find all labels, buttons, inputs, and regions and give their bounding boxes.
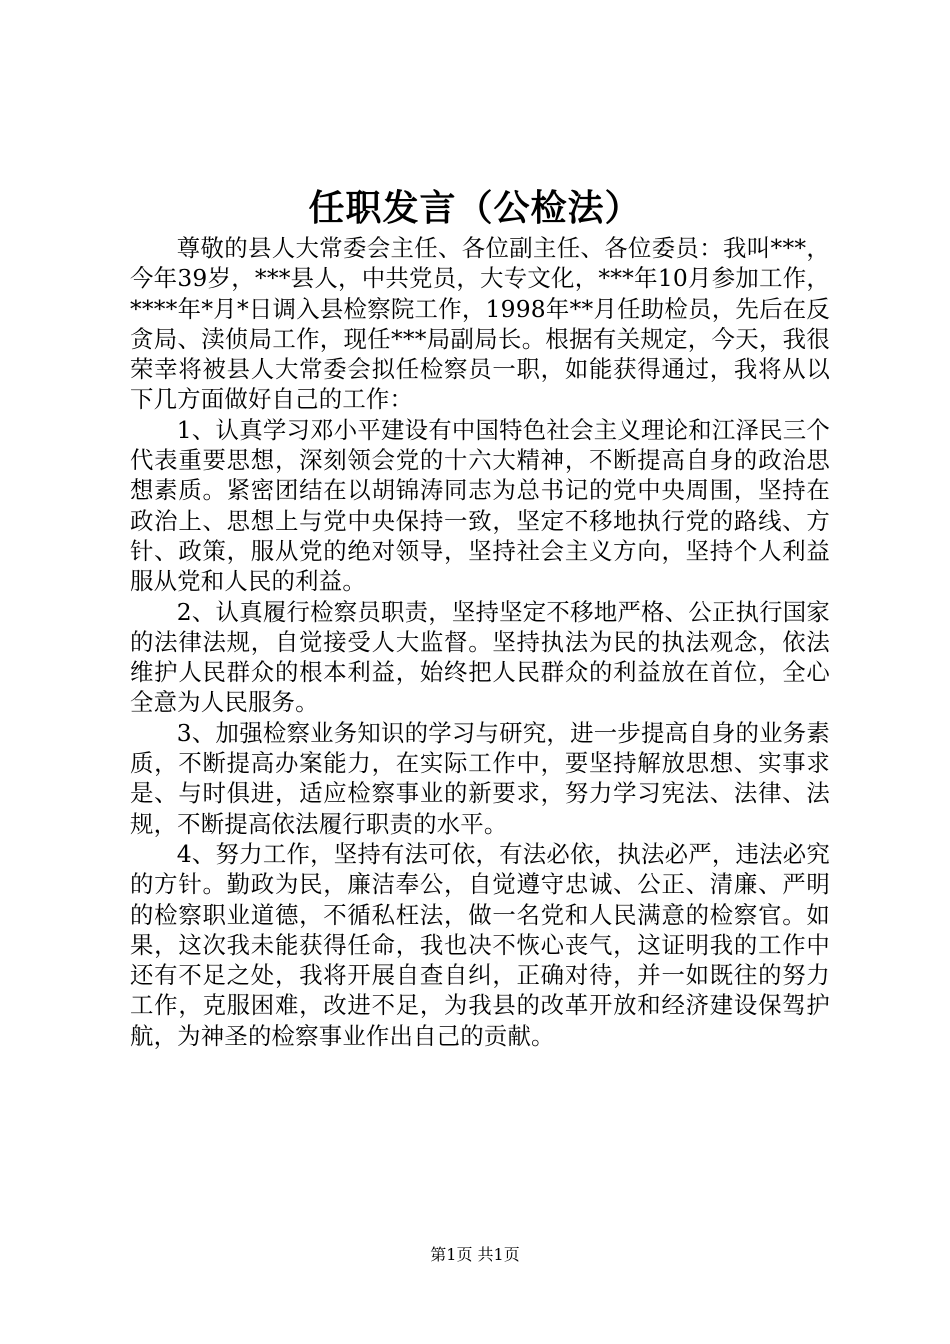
- page-footer: 第1页 共1页: [430, 1245, 520, 1264]
- paragraph-point-1: 1、认真学习邓小平建设有中国特色社会主义理论和江泽民三个代表重要思想，深刻领会党的十六大精神，不断提高自身的政治思想素质。紧密团结在以胡锦涛同志为总书记的党中央周围，坚持在政治上、思想上与党中央保持一致，坚定不移地执行党的路线、方针、政策，服从党的绝对领导，坚持社会主义方向，坚持个人利益服从党和人民的利益。: [130, 415, 830, 596]
- paragraph-point-4: 4、努力工作，坚持有法可依，有法必依，执法必严，违法必究的方针。勤政为民，廉洁奉公，自觉遵守忠诚、公正、清廉、严明的检察职业道德，不循私枉法，做一名党和人民满意的检察官。如果，这次我未能获得任命，我也决不恢心丧气，这证明我的工作中还有不足之处，我将开展自查自纠，正确对待，并一如既往的努力工作，克服困难，改进不足，为我县的改革开放和经济建设保驾护航，为神圣的检察事业作出自己的贡献。: [130, 839, 830, 1050]
- paragraph-point-3: 3、加强检察业务知识的学习与研究，进一步提高自身的业务素质，不断提高办案能力，在实际工作中，要坚持解放思想、实事求是、与时俱进，适应检察事业的新要求，努力学习宪法、法律、法规，不断提高依法履行职责的水平。: [130, 718, 830, 838]
- document-title: 任职发言（公检法）: [308, 187, 642, 229]
- paragraph-intro: 尊敬的县人大常委会主任、各位副主任、各位委员：我叫***，今年39岁，***县人，中共党员，大专文化，***年10月参加工作，****年*月*日调入县检察院工作，1998年**月任助检员，先后在反贪局、渎侦局工作，现任***局副局长。根据有关规定，今天，我很荣幸将被县人大常委会拟任检察员一职，如能获得通过，我将从以下几方面做好自己的工作：: [130, 234, 830, 414]
- paragraph-point-2: 2、认真履行检察员职责，坚持坚定不移地严格、公正执行国家的法律法规，自觉接受人大监督。坚持执法为民的执法观念，依法维护人民群众的根本利益，始终把人民群众的利益放在首位，全心全意为人民服务。: [130, 597, 830, 717]
- document-body: [130, 233, 830, 1051]
